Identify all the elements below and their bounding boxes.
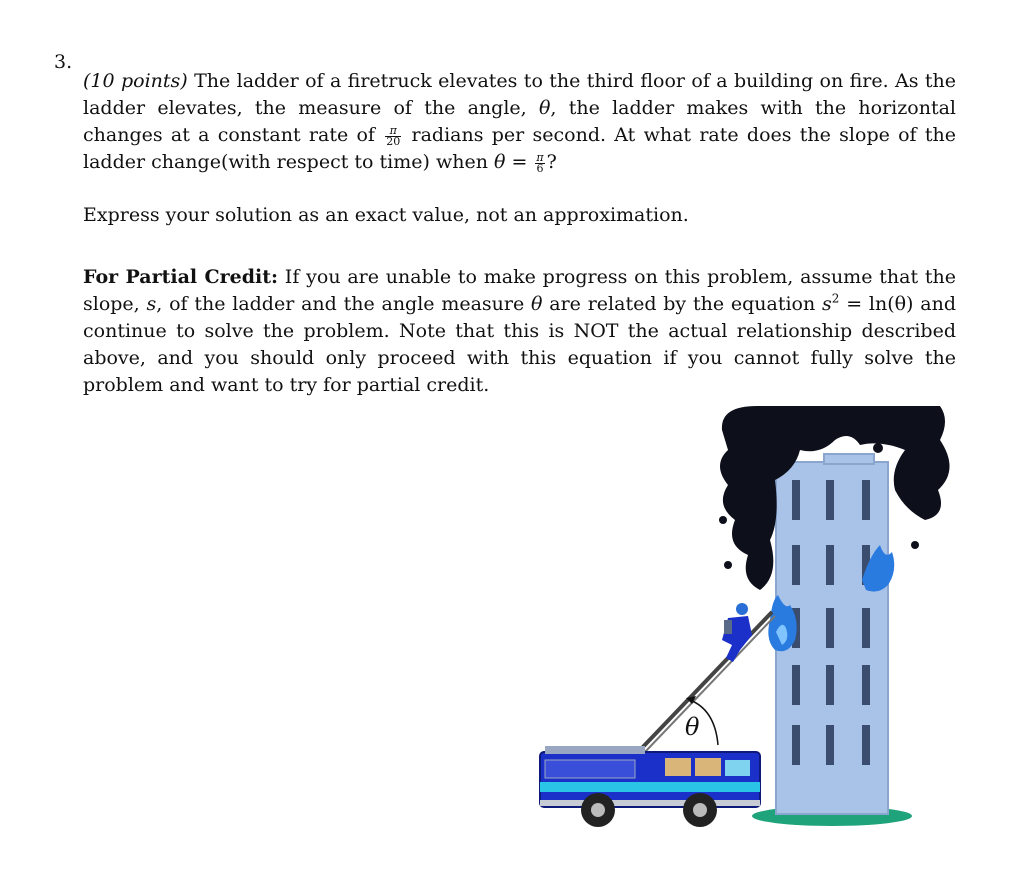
ladder-rail (645, 616, 775, 752)
problem-text-1: The ladder of a firetruck elevates to the third floor of a building on fire. As the ladder elevates, the measure of the angle, (83, 70, 957, 119)
equation-exponent: 2 (831, 291, 840, 306)
problem-text-3: radians per second. At what rate does the slope of the ladder change(with respect to time) when (83, 124, 956, 173)
problem-text-4: ? (546, 151, 557, 173)
theta-symbol: θ (531, 293, 543, 315)
firefighter (722, 603, 752, 662)
points-label: (10 points) (83, 70, 188, 92)
when-denominator: 6 (536, 161, 544, 175)
problem-number: 3. (54, 51, 73, 73)
instruction-text: Express your solution as an exact value, not an approximation. (83, 204, 689, 226)
equation (822, 293, 913, 315)
partial-credit-paragraph (83, 264, 956, 399)
partial-text-2: , of the ladder and the angle measure (156, 293, 532, 315)
fire-truck (540, 746, 760, 827)
ladder (640, 612, 772, 750)
partial-text-4: and continue to solve the problem. Note that this is NOT the actual relationship described above, and you should only proceed with this equation if you cannot fully solve the problem and want to try for partial credit. (83, 293, 956, 396)
problem-text-2: , the ladder makes with the horizontal changes at a constant rate of (83, 97, 956, 146)
equation-rhs: = ln(θ) (839, 293, 914, 315)
partial-text-1: If you are unable to make progress on this problem, assume that the slope, (83, 266, 956, 315)
angle-label: θ (685, 713, 700, 741)
problem-statement (83, 68, 956, 176)
when-condition: θ = (493, 151, 534, 173)
when-fraction (535, 150, 544, 175)
when-numerator: π (536, 150, 544, 164)
partial-text-3: are related by the equation (542, 293, 822, 315)
firetruck-illustration (520, 400, 980, 840)
slope-variable: s (146, 293, 157, 315)
rate-numerator: π (385, 126, 401, 137)
rate-denominator: 20 (386, 134, 401, 148)
theta-symbol: θ (538, 97, 551, 119)
equation-lhs: s (822, 293, 832, 315)
partial-credit-label: For Partial Credit: (83, 266, 279, 288)
rate-fraction (385, 123, 401, 148)
